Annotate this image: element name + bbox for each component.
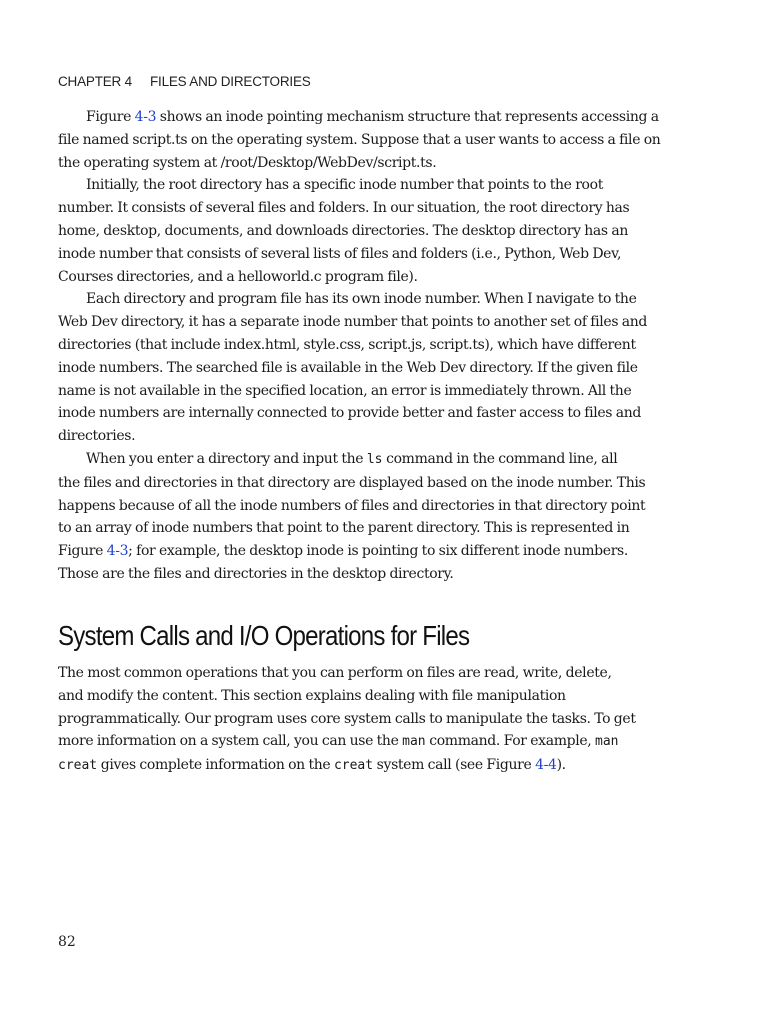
text-line — [58, 540, 684, 563]
text-line: directories (that include index.html, style.css, script.js, script.ts), which have different — [58, 336, 636, 353]
text-line — [58, 448, 684, 472]
inline-code-creat: creat — [333, 758, 374, 774]
body-section-1 — [58, 106, 684, 586]
text-span: command. For example, — [425, 733, 596, 750]
text-line: Web Dev directory, it has a separate inode number that points to another set of files and — [58, 314, 648, 331]
paragraph-4 — [58, 448, 684, 586]
text-line: inode numbers. The searched file is available in the Web Dev directory. If the given file — [58, 359, 638, 376]
text-line: file named script.ts on the operating system. Suppose that a user wants to access a file on — [58, 131, 661, 148]
text-span: command in the command line, all — [382, 450, 618, 467]
text-span: ; for example, the desktop inode is pointing to six different inode numbers. — [128, 543, 628, 560]
section-heading: System Calls and I/O Operations for Files — [58, 620, 470, 651]
text-line — [58, 106, 684, 129]
body-section-2 — [58, 662, 684, 778]
text-span: When you enter a directory and input the — [86, 450, 367, 467]
text-line: name is not available in the specified location, an error is immediately thrown. All the — [58, 382, 632, 399]
text-line: to an array of inode numbers that point to the parent directory. This is represented in — [58, 520, 630, 537]
text-line: the files and directories in that directory are displayed based on the inode number. This — [58, 474, 646, 491]
page-number: 82 — [58, 934, 76, 950]
text-span: Figure — [86, 109, 135, 125]
paragraph-5 — [58, 662, 684, 778]
text-line: Courses directories, and a helloworld.c program file). — [58, 268, 418, 285]
text-line: and modify the content. This section explains dealing with file manipulation — [58, 687, 566, 704]
text-span: system call (see Figure — [373, 757, 536, 774]
inline-code-ls: ls — [366, 451, 383, 467]
text-span: ). — [556, 757, 566, 774]
text-line: Those are the files and directories in the desktop directory. — [58, 565, 454, 582]
figure-link-4-3[interactable]: 4-3 — [106, 543, 129, 560]
paragraph-2 — [58, 174, 684, 288]
text-line: Initially, the root directory has a specific inode number that points to the root — [86, 177, 603, 194]
text-line — [58, 730, 684, 754]
text-line — [58, 754, 684, 778]
text-line: home, desktop, documents, and downloads directories. The desktop directory has an — [58, 222, 628, 239]
text-line: programmatically. Our program uses core system calls to manipulate the tasks. To get — [58, 710, 636, 727]
text-line: number. It consists of several files and folders. In our situation, the root directory has — [58, 200, 630, 217]
text-line: the operating system at /root/Desktop/WebDev/script.ts. — [58, 154, 437, 171]
text-span: gives complete information on the — [97, 757, 334, 774]
text-line: inode numbers are internally connected to provide better and faster access to files and — [58, 405, 642, 422]
text-line: Each directory and program file has its own inode number. When I navigate to the — [86, 291, 637, 308]
paragraph-3 — [58, 288, 684, 448]
figure-link-4-4[interactable]: 4-4 — [535, 757, 557, 774]
text-line: happens because of all the inode numbers of files and directories in that directory point — [58, 497, 646, 514]
text-line: The most common operations that you can perform on files are read, write, delete, — [58, 665, 612, 681]
text-line: inode number that consists of several lists of files and folders (i.e., Python, Web Dev, — [58, 245, 622, 262]
text-line: directories. — [58, 428, 136, 445]
inline-code-man: man — [402, 734, 426, 750]
text-span: more information on a system call, you can use the — [58, 733, 403, 750]
chapter-label: CHAPTER 4 — [58, 74, 132, 89]
inline-code-creat: creat — [58, 758, 98, 774]
chapter-title: FILES AND DIRECTORIES — [149, 74, 311, 89]
paragraph-1 — [58, 106, 684, 174]
text-span: Figure — [58, 543, 107, 560]
figure-link-4-3[interactable]: 4-3 — [134, 109, 157, 125]
inline-code-man: man — [595, 734, 619, 750]
text-span: shows an inode pointing mechanism structure that represents accessing a — [156, 109, 659, 125]
running-head — [58, 73, 698, 91]
